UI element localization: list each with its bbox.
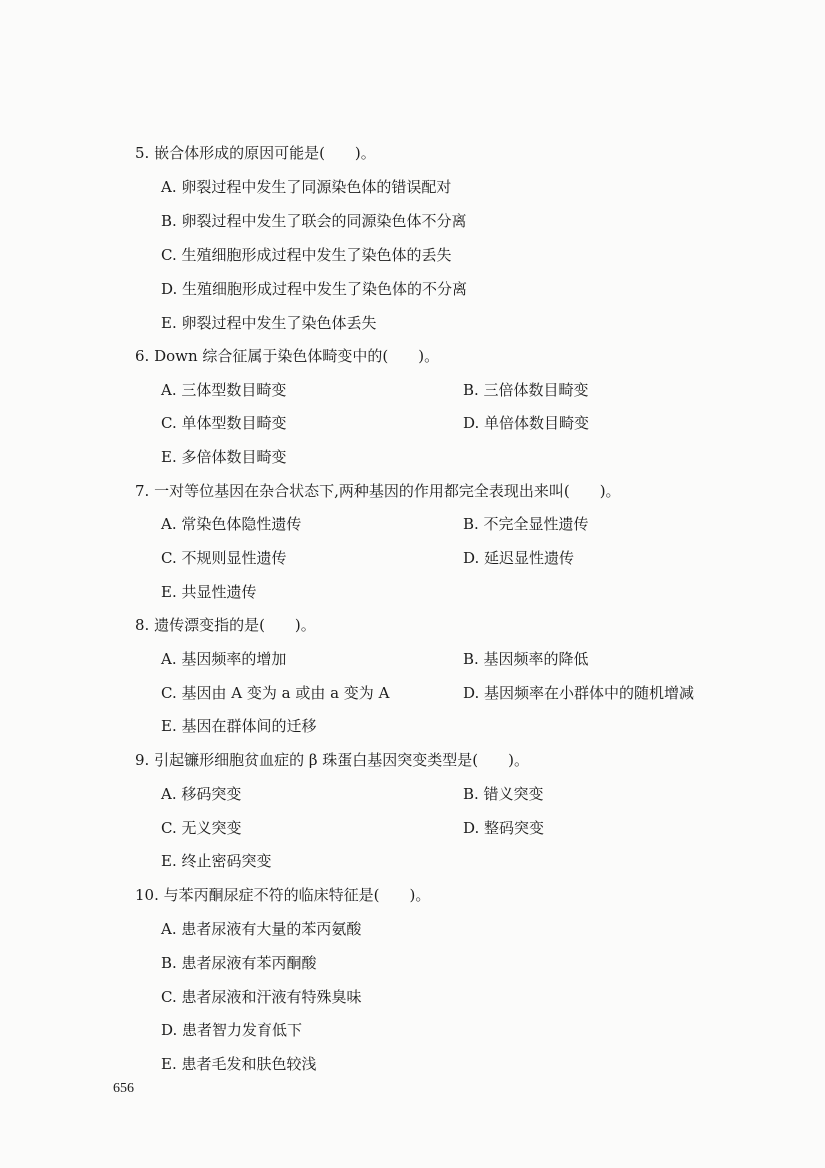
question-7-stem: 7. 一对等位基因在杂合状态下,两种基因的作用都完全表现出来叫( )。 <box>135 482 621 500</box>
question-7-option-c: C. 不规则显性遗传 <box>161 549 287 567</box>
question-9-option-a: A. 移码突变 <box>161 785 242 803</box>
question-10-option-a: A. 患者尿液有大量的苯丙氨酸 <box>161 920 362 938</box>
question-7-option-a: A. 常染色体隐性遗传 <box>161 515 302 533</box>
question-6-option-c: C. 单体型数目畸变 <box>161 414 287 432</box>
question-5-option-e: E. 卵裂过程中发生了染色体丢失 <box>161 314 377 332</box>
question-5-option-a: A. 卵裂过程中发生了同源染色体的错误配对 <box>161 178 452 196</box>
question-9-stem: 9. 引起镰形细胞贫血症的 β 珠蛋白基因突变类型是( )。 <box>135 751 529 769</box>
question-10-option-e: E. 患者毛发和肤色较浅 <box>161 1055 317 1073</box>
question-6-option-a: A. 三体型数目畸变 <box>161 381 287 399</box>
question-5-option-c: C. 生殖细胞形成过程中发生了染色体的丢失 <box>161 246 452 264</box>
question-8-option-e: E. 基因在群体间的迁移 <box>161 717 317 735</box>
question-8-stem: 8. 遗传漂变指的是( )。 <box>135 616 316 634</box>
page-number: 656 <box>113 1081 134 1096</box>
question-7-option-e: E. 共显性遗传 <box>161 583 257 601</box>
question-8-option-a: A. 基因频率的增加 <box>161 650 287 668</box>
question-7-option-b: B. 不完全显性遗传 <box>463 515 589 533</box>
question-10-stem: 10. 与苯丙酮尿症不符的临床特征是( )。 <box>135 886 431 904</box>
question-8-option-d: D. 基因频率在小群体中的随机增减 <box>463 684 695 702</box>
question-10-option-b: B. 患者尿液有苯丙酮酸 <box>161 954 317 972</box>
question-8-option-b: B. 基因频率的降低 <box>463 650 589 668</box>
question-5-option-d: D. 生殖细胞形成过程中发生了染色体的不分离 <box>161 280 468 298</box>
question-6-option-e: E. 多倍体数目畸变 <box>161 448 287 466</box>
question-8-option-c: C. 基因由 A 变为 a 或由 a 变为 A <box>161 684 390 702</box>
question-10-option-c: C. 患者尿液和汗液有特殊臭味 <box>161 988 362 1006</box>
question-9-option-d: D. 整码突变 <box>463 819 545 837</box>
question-5-option-b: B. 卵裂过程中发生了联会的同源染色体不分离 <box>161 212 467 230</box>
question-9-option-c: C. 无义突变 <box>161 819 242 837</box>
question-6-option-b: B. 三倍体数目畸变 <box>463 381 589 399</box>
question-9-option-b: B. 错义突变 <box>463 785 544 803</box>
question-5-stem: 5. 嵌合体形成的原因可能是( )。 <box>135 144 376 162</box>
question-10-option-d: D. 患者智力发育低下 <box>161 1021 303 1039</box>
question-6-stem: 6. Down 综合征属于染色体畸变中的( )。 <box>135 347 440 365</box>
question-6-option-d: D. 单倍体数目畸变 <box>463 414 590 432</box>
question-7-option-d: D. 延迟显性遗传 <box>463 549 575 567</box>
question-9-option-e: E. 终止密码突变 <box>161 852 272 870</box>
